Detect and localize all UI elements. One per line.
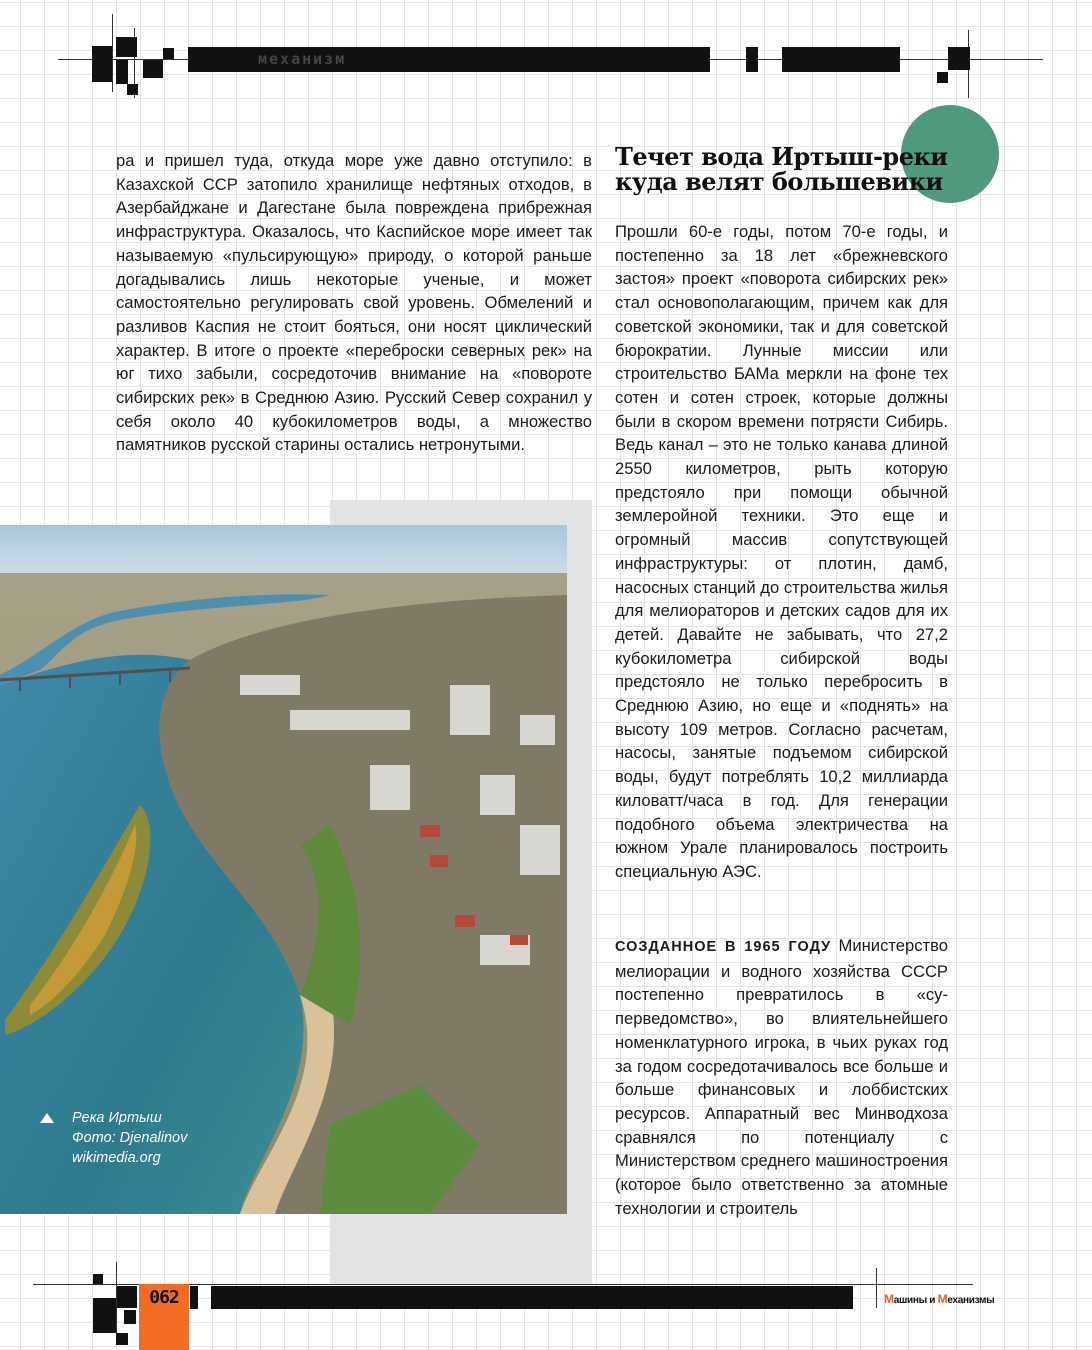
page-number: 062 xyxy=(149,1287,179,1308)
footer-bar xyxy=(211,1286,853,1309)
caption-line: Фото: Djenalinov xyxy=(72,1130,188,1146)
article-paragraph-2 xyxy=(615,934,948,1220)
caption-line: wikimedia.org xyxy=(72,1150,161,1166)
paragraph-body: Министерство мелиорации и водного хозяйства СССР постепенно превратилось в «суперведомство», во влиятельнейшего номенклатурного игрока, в чьих руках год за годом сосредотачивалось все больше и больше финансовых и лоббистских ресурсов. Аппаратный вес Минводхоза сравнялся по потенциалу с Министерством среднего машиностроения (которое было ответственно за атомные технологии и строитель xyxy=(615,936,948,1218)
article-heading: Течет вода Иртыш-реки куда велят большевики xyxy=(615,142,948,196)
caption-line: Река Иртыш xyxy=(72,1110,162,1126)
magazine-name: Машины и Механизмы xyxy=(884,1292,995,1306)
section-title: механизм xyxy=(258,50,347,68)
caption-triangle-icon xyxy=(40,1113,54,1123)
section-header-bar xyxy=(188,47,710,72)
article-paragraph-1: Прошли 60-е годы, потом 70-е годы, и постепенно за 18 лет «брежневского застоя» проект «поворота сибирских рек» стал основополагающим, причем как для советской экономики, так и для советской бюрократии. Лунные миссии или строительство БАМа меркли на фоне тех сотен и сотен строек, которые должны были в скором времени потрясти Сибирь. Ведь канал – это не только канава длиной 2550 километров, рыть которую предстояло при помощи обычной землеройной техники. Это еще и огромный массив сопутствующей инфраструктуры: от плотин, дамб, насосных станций до строительства жилья для мелиораторов и детских садов для их детей. Давайте не забывать, что 27,2 кубокилометра сибирской воды предстояло не только перебросить в Среднюю Азию, но еще и «поднять» на высоту 109 метров. Согласно расчетам, насосы, занятые подъемом сибирской воды, будут потреблять 10,2 миллиарда киловатт/часа в год. Для генерации подобного объема электричества на южном Урале планировалось построить специальную АЭС. xyxy=(615,222,948,881)
paragraph-lead-in: СОЗДАННОЕ В 1965 ГОДУ xyxy=(615,939,832,955)
left-column-text: ра и пришел туда, откуда море уже давно отступило: в Казахской ССР затопило хранилище нефтяных отходов, в Азербайджане и Дагестане была повреждена прибрежная инфраструктура. Оказалось, что Каспийское море имеет так называемую «пульсирующую» природу, о которой раньше догадывались лишь некоторые ученые, и может самостоятельно регулировать свой уровень. Обмелений и разливов Каспия не стоит бояться, они носят циклический характер. В итоге о проекте «переброски северных рек» на юг тихо забыли, сосредоточив внимание на «повороте сибирских рек» в Среднюю Азию. Русский Север сохранил у себя около 40 кубокилометров воды, а множество памятников русской старины остались нетронутыми. xyxy=(116,151,592,455)
